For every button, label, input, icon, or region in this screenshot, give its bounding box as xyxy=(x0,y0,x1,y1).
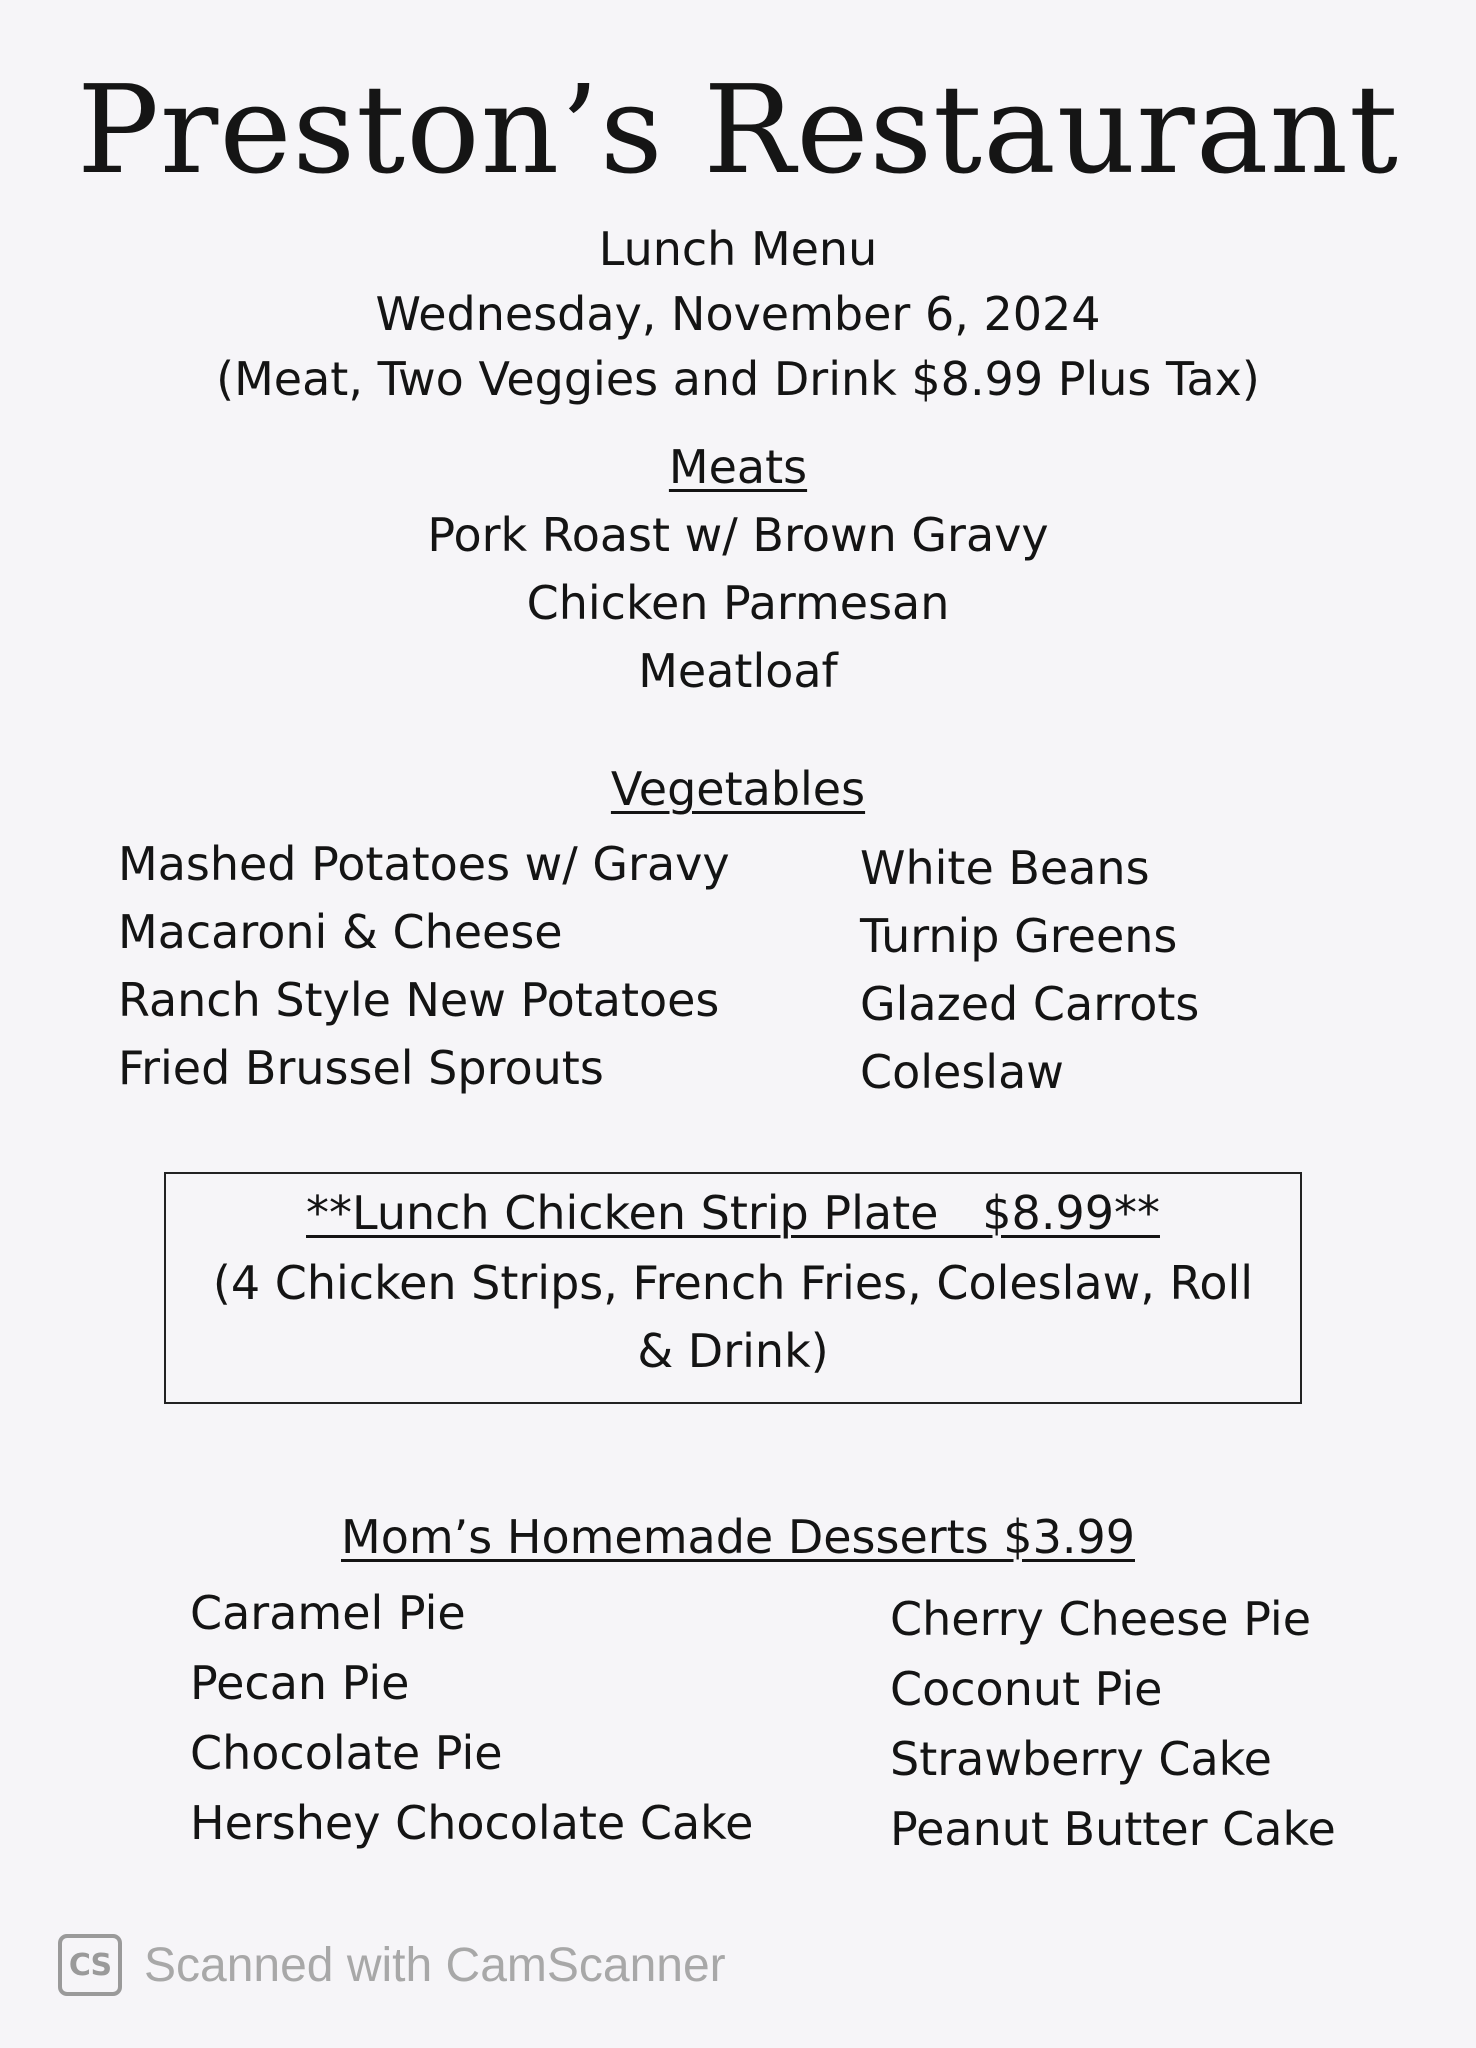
vegetable-item: Mashed Potatoes w/ Gravy xyxy=(118,837,730,891)
menu-date: Wednesday, November 6, 2024 xyxy=(375,287,1101,341)
vegetable-item: Ranch Style New Potatoes xyxy=(118,973,720,1027)
camscanner-watermark xyxy=(58,1930,726,2000)
vegetable-item: Macaroni & Cheese xyxy=(118,905,563,959)
special-description-line2: & Drink) xyxy=(637,1324,829,1378)
meats-heading: Meats xyxy=(668,440,808,494)
camscanner-logo-icon: CS xyxy=(58,1934,122,1996)
vegetable-item: Coleslaw xyxy=(860,1045,1064,1099)
desserts-heading: Mom’s Homemade Desserts $3.99 xyxy=(341,1510,1135,1564)
restaurant-name: Preston’s Restaurant xyxy=(76,59,1400,201)
desserts-right-column xyxy=(890,1584,1336,1864)
meat-item: Meatloaf xyxy=(638,644,838,698)
dessert-item: Pecan Pie xyxy=(190,1656,410,1710)
vegetables-right-column xyxy=(860,834,1199,1106)
chicken-strip-special-box xyxy=(164,1172,1302,1404)
menu-title: Lunch Menu xyxy=(598,222,878,276)
vegetable-item: White Beans xyxy=(860,841,1150,895)
meat-item: Pork Roast w/ Brown Gravy xyxy=(427,508,1049,562)
desserts-left-column xyxy=(190,1578,753,1858)
dessert-item: Peanut Butter Cake xyxy=(890,1802,1336,1856)
special-title: **Lunch Chicken Strip Plate $8.99** xyxy=(306,1186,1160,1240)
vegetables-heading: Vegetables xyxy=(610,762,866,816)
dessert-item: Cherry Cheese Pie xyxy=(890,1592,1312,1646)
watermark-text: Scanned with CamScanner xyxy=(144,1938,726,1992)
dessert-item: Caramel Pie xyxy=(190,1586,466,1640)
vegetable-item: Turnip Greens xyxy=(860,909,1178,963)
dessert-item: Strawberry Cake xyxy=(890,1732,1272,1786)
dessert-item: Hershey Chocolate Cake xyxy=(190,1796,754,1850)
special-description-line1: (4 Chicken Strips, French Fries, Coleslaw, Roll xyxy=(212,1256,1254,1310)
meat-item: Chicken Parmesan xyxy=(526,576,950,630)
vegetables-left-column xyxy=(118,830,730,1102)
meal-deal: (Meat, Two Veggies and Drink $8.99 Plus Tax) xyxy=(216,352,1260,406)
vegetable-item: Glazed Carrots xyxy=(860,977,1200,1031)
dessert-item: Coconut Pie xyxy=(890,1662,1163,1716)
dessert-item: Chocolate Pie xyxy=(190,1726,503,1780)
vegetable-item: Fried Brussel Sprouts xyxy=(118,1041,604,1095)
